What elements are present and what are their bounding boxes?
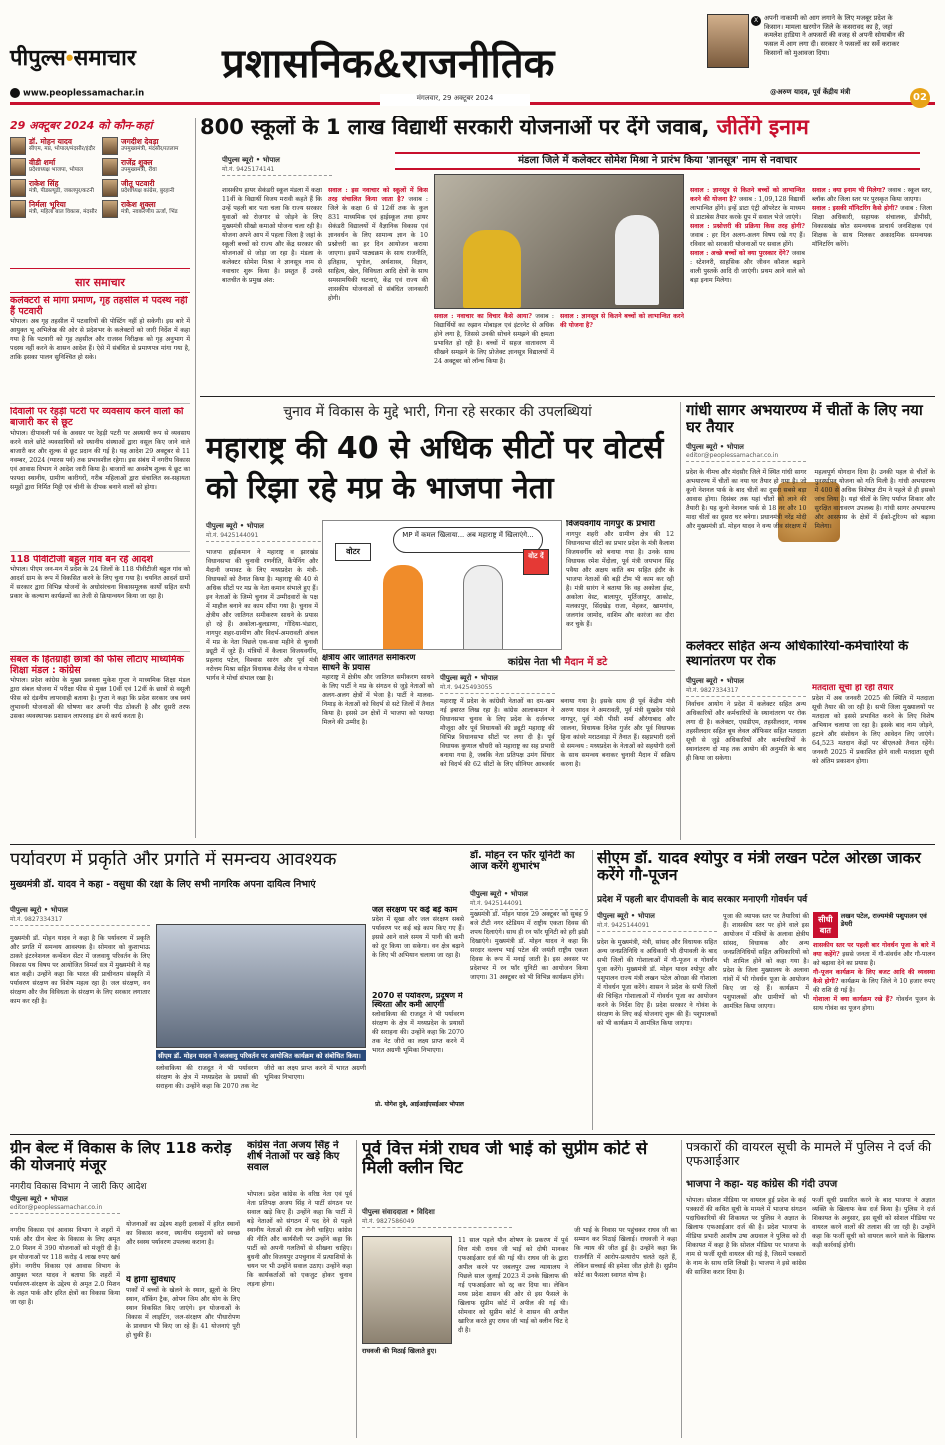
person-photo-icon: [102, 137, 118, 155]
lead-photo: [434, 174, 684, 309]
who-row: [10, 158, 190, 176]
person-photo-icon: [10, 158, 26, 176]
green-belt-body: नगरीय विकास एवं आवास विभाग ने शहरों में पार्क और ग्रीन बेल्ट के विकास के लिए अमृत 2.0 मिशन में 390 योजनाओं को मंजूरी दी है। इन योजनाओं पर 118 करोड़ 4 लाख रुपए खर्च होंगे। नगरीय विकास एवं आवास विभाग के आयुक्त भरत यादव ने बताया कि शहरों में पर्यावरण-संरक्षण के उद्देश्य से अमृत 2.0 मिशन के तहत पार्क और हरित क्षेत्रों का विकास किया जा रहा है।: [10, 1227, 120, 1306]
who-entry: [102, 158, 190, 176]
sub2-title: विजयवर्गीय नागपुर के प्रभारी: [566, 520, 655, 529]
congress-mobile: मो.नं. 9425493055: [440, 683, 555, 694]
sidebar-question: गौ-पूजन कार्यक्रम के लिए बजट आदि की व्यवस्था कैसे होगी?: [813, 969, 935, 985]
environment-body: मुख्यमंत्री डॉ. मोहन यादव ने कहा है कि पर्यावरण में प्रकृति और प्रगति में समन्वय आवश्यक है। सोमवार को कुशाभाऊ ठाकरे इंटरनेशनल कन्वेंशन सेंटर में जलवायु परिवर्तन के लिए विकास पथ विषय पर आयोजित विमर्श सत्र में मुख्यमंत्री ने यह बात कही। उन्होंने कहा कि भारत की प्राचीनतम संस्कृति में पर्यावरण संरक्षण का विशेष महत्व रहा है। जल संरक्षण, वन संरक्षण और जैव विविधता के संरक्षण के लिए सरकार लगातार काम कर रही है।: [10, 935, 150, 1005]
green-email: editor@peoplessamachar.co.in: [10, 1204, 120, 1214]
maharashtra-mobile: मो.नं. 9425144091: [206, 531, 331, 542]
person-role: प्रदेशाध्यक्ष कांग्रेस, बुरहानी: [121, 188, 175, 194]
ajay-divider: [356, 1140, 357, 1438]
maharashtra-story: [200, 402, 675, 842]
person-name: जगदीश देवड़ा: [121, 137, 159, 146]
collector-story: [686, 640, 935, 840]
environment-body-cont: [156, 1064, 366, 1126]
mid-col-divider: [680, 402, 681, 840]
fir-body2: फर्जी सूची प्रसारित करने के बाद भाजपा ने अज्ञात व्यक्ति के खिलाफ केस दर्ज किया है। पुलिस ने दर्ज शिकायत के अनुसार, इस सूची को सोशल मीडिया पर वायरल करने वालों की तलाश की जा रही है। उन्होंने कहा कि फर्जी सूची को वायरल करने वाले के खिलाफ कड़ी कार्रवाई होगी।: [812, 1197, 935, 1249]
env-mobile: मो.नं. 9827334317: [10, 915, 150, 926]
green-byline-block: [10, 1195, 120, 1214]
who-entry: [10, 158, 98, 176]
lead-headline: [200, 116, 935, 146]
unity-byline: पीपुल्स ब्यूरो • भोपाल: [470, 890, 528, 898]
globe-icon: [10, 88, 20, 98]
person-role: मंत्री, पीडब्ल्यूडी, जबलपुर/कटनी: [29, 188, 94, 194]
qa-answer: जवाब : हर दिन अलग-अलग विषय रखे गए हैं। रविवार को सरकारी योजनाओं पर सवाल होंगे।: [690, 232, 805, 248]
sidebar-person: लखन पटेल, राज्यमंत्री पशुपालन एवं डेयरी: [840, 912, 927, 928]
gandhi-byline-block: [686, 443, 806, 462]
sheopur-kicker: प्रदेश में पहली बार दीपावली के बाद सरकार मनाएगी गोवर्धन पर्व: [597, 895, 808, 905]
raghav-headline: पूर्व वित्त मंत्री राघव जी भाई को सुप्रीम कोर्ट से मिली क्लीन चिट: [362, 1140, 648, 1179]
collector-byline-block: [686, 677, 806, 697]
env-sub2-credit: प्रो. योगेश दुबे, आईआईएसईआर भोपाल: [375, 1100, 464, 1108]
lead-qa-col4: [812, 186, 932, 391]
person-role: उपमुख्यमंत्री, रीवा: [121, 167, 157, 173]
person-role: मंत्री, नवकरणीय ऊर्जा, भिंड: [121, 209, 178, 215]
site-url: [10, 88, 210, 99]
sidebar-header: [813, 912, 935, 938]
sheopur-body: प्रदेश के मुख्यमंत्री, मंत्री, सांसद और विधायक सहित अन्य जनप्रतिनिधि व अधिकारी भी दीपावली के बाद सभी जिलों की गोशालाओं में गौ-पूजन व गोवर्धन पूजा करेंगे। मुख्यमंत्री डॉ. मोहन यादव श्योपुर और पशुपालन राज्य मंत्री लखन पटेल ओरछा की गोशाला में गोवर्धन पूजा करेंगे। शासन ने प्रदेश के सभी जिलों की चिन्हित गोशालाओं में गोवर्धन पूजा का आयोजन करने के निर्देश दिए हैं। प्रदेश सरकार ने गोवंश के संरक्षण के लिए कई योजनाएं शुरू की हैं। पशुपालकों को भी कार्यक्रम में आमंत्रित किया जाएगा।: [597, 939, 717, 1027]
raghav-body: 11 साल पहले यौन शोषण के प्रकरण में पूर्व वित्त मंत्री राघव जी भाई को दोषी मानकर एफआईआर दर्ज की गई थी। राघव जी के द्वारा अपील करने पर जबलपुर उच्च न्यायालय ने पिछले साल जुलाई 2023 में उनके खिलाफ की गई एफआईआर को रद्द कर दिया था। लेकिन मध्य प्रदेश शासन की ओर से इस फैसले के खिलाफ सुप्रीम कोर्ट में अपील की गई थी। सोमवार को सुप्रीम कोर्ट ने शासन की अपील खारिज करते हुए राघव जी भाई को क्लीन चिट दे दी है।: [458, 1237, 568, 1334]
collector-body: निर्वाचन आयोग ने प्रदेश में कलेक्टर सहित अन्य अधिकारियों और कर्मचारियों के स्थानांतरण पर रोक लगा दी है। कलेक्टर, एसडीएम, तहसीलदार, नायब तहसीलदार सहित बूथ लेवल ऑफिसर सहित मतदाता सूची से जुड़े अधिकारियों और कर्मचारियों के स्थानांतरण दो माह तक आयोग की अनुमति के बाद ही किया जा सकेगा।: [686, 701, 806, 762]
ajay-singh-headline: कांग्रेस नेता अजय सिंह ने शीर्ष नेताओं पर खड़े किए सवाल: [247, 1140, 340, 1174]
cartoon-figure-left: [383, 565, 423, 650]
cartoon-figure-right: [463, 565, 503, 650]
qa-question: सवाल : ज्ञानसूत्र से कितने बच्चों को लाभान्वित करने की योजना है?: [690, 187, 805, 203]
sheopur-mobile: मो.नं. 9425144091: [597, 921, 717, 932]
who-row: [10, 200, 190, 218]
mid-page-rule: [10, 844, 935, 845]
fir-story: [686, 1140, 935, 1438]
env-photo-caption: सीएम डॉ. मोहन यादव ने जलवायु परिवर्तन पर आयोजित कार्यक्रम को संबोधित किया।: [156, 1050, 366, 1061]
green-belt-kicker: नगरीय विकास विभाग ने जारी किए आदेश: [10, 1182, 147, 1192]
person-name: राकेश सिंह: [29, 179, 59, 188]
green-belt-headline: ग्रीन बेल्ट में विकास के लिए 118 करोड़ की योजनाएं मंजूर: [10, 1140, 232, 1174]
ajay-singh-story: [247, 1140, 352, 1438]
qa-answer: जवाब : स्कूल स्तर, ब्लॉक और जिला स्तर पर पुरस्कृत किया जाएगा।: [812, 187, 932, 203]
person-photo-icon: [10, 200, 26, 218]
lead-qa-col3: [690, 186, 805, 391]
person-role: उपमुख्यमंत्री, मंदसौर/रतलाम: [121, 146, 179, 152]
lead-byline: पीपुल्स ब्यूरो • भोपाल: [222, 156, 280, 164]
congress-byline-block: [440, 674, 555, 694]
ajay-singh-body: भोपाल। प्रदेश कांग्रेस के वरिष्ठ नेता एवं पूर्व नेता प्रतिपक्ष अजय सिंह ने पार्टी संगठन पर सवाल खड़े किए हैं। उन्होंने कहा कि पार्टी में बड़े नेताओं को संगठन में पद देने से पहले स्थानीय नेताओं की राय लेनी चाहिए। कांग्रेस की नीति और कार्यशैली पर उन्होंने कहा कि पार्टी को अपनी गलतियों से सीखना चाहिए। बुधनी और विजयपुर उपचुनाव में प्रत्याशियों के चयन पर भी उन्होंने सवाल उठाए। उन्होंने कहा कि कार्यकर्ताओं को एकजुट होकर चुनाव लड़ना होगा।: [247, 1191, 352, 1288]
cartoon: [322, 520, 562, 650]
saar-item-1: [10, 296, 190, 399]
qa-answer: जवाब : 1,09,128 विद्यार्थी लाभान्वित होंगे। इन्हें डाटा एंट्री ऑपरेटर के माध्यम से डाटाबेस तैयार करके ग्रुप में सवाल भेजे जाएंगे।: [690, 196, 805, 221]
lead-subhead-bar: [395, 152, 920, 170]
congress-kicker-em: मैदान में डटे: [564, 657, 608, 668]
lead-story: [200, 116, 935, 394]
lead-photo-caption: [434, 312, 554, 387]
facilities-body: पार्कों में बच्चों के खेलने के स्थान, झूलों के लिए स्थान, वॉकिंग ट्रैक, ओपन जिम और योग के लिए स्थान विकसित किए जाएंगे। इन योजनाओं के विकास में लाइटिंग, जल-संरक्षण और पौधारोपण के प्रावधान भी किए जा रहे हैं। 41 योजनाएं पूरी हो चुकी हैं।: [126, 1286, 240, 1339]
raghav-story: [362, 1140, 677, 1438]
sub1-title: क्षेत्रीय और जातिगत समीकरण साधने के प्रयास: [322, 654, 416, 673]
quote-author: @अरुण यादव, पूर्व केंद्रीय मंत्री: [770, 88, 851, 96]
gandhi-email: editor@peoplessamachar.co.in: [686, 452, 806, 462]
congress-body: महाराष्ट्र में प्रदेश के कांग्रेसी नेताओं का दम-खम नई इबारत लिख रहा है। कांग्रेस आलाकमान ने विधानसभा चुनाव के लिए प्रदेश के दर्जनभर मौजूदा और पूर्व विधायकों की ड्यूटी महाराष्ट्र की विभिन्न विधानसभा सीटों पर लगा दी है। पूर्व विधायक कुणाल चौधरी को महाराष्ट्र का सह प्रभारी बनाया गया है, जबकि नेता प्रतिपक्ष उमंग सिंघार को विदर्भ की 62 सीटों के लिए सीनियर आब्जर्वर बनाया गया है। इसके साथ ही पूर्व केंद्रीय मंत्री अरुण यादव ने अमरावती, पूर्व मंत्री सुखदेव पांसे नागपुर, पूर्व मंत्री पीसी शर्मा औरंगाबाद और जालना, विधायक दिनेश गुर्जर और पूर्व विधायक हिना कांवरे मराठवाड़ा में तैनात हैं। सहप्रभारी दलों से समन्वय : मध्यप्रदेश के नेताओं को सहयोगी दलों के साथ समन्वय बनाकर चुनावी मैदान में सक्रिय करना है।: [440, 698, 675, 768]
who-row: [10, 179, 190, 197]
raghav-body2: जी भाई के निवास पर पहुंचकर राघव जी का सम्मान कर मिठाई खिलाई। राघवजी ने कहा कि न्याय की जीत हुई है। उन्होंने कहा कि राजनीति में आरोप-प्रत्यारोप चलते रहते हैं, लेकिन सच्चाई की हमेशा जीत होती है। सुप्रीम कोर्ट का फैसला स्वागत योग्य है।: [574, 1227, 677, 1279]
congress-block: [440, 654, 675, 840]
collector-sub-title: मतदाता सूची हो रही तैयार: [812, 684, 894, 693]
sheopur-story: [597, 850, 935, 1130]
who-row: [10, 137, 190, 155]
collector-sub: [812, 684, 934, 830]
person-name: डॉ. मोहन यादव: [29, 137, 73, 146]
environment-story: [10, 850, 465, 1130]
green-belt-col2: [126, 1220, 240, 1426]
sidebar-question: शासकीय स्तर पर पहली बार गोवर्धन पूजा के बारे में क्या कहेंगे?: [813, 942, 935, 958]
maharashtra-kicker: चुनाव में विकास के मुद्दे भारी, गिना रहे सरकार की उपलब्धियां: [283, 404, 592, 420]
saar-headline: संबल के हितग्राही छात्रों की फीस लौटाए माध्यमिक शिक्षा मंडल : कांग्रेस: [10, 655, 184, 676]
who-entry: [102, 137, 190, 155]
sheopur-byline: पीपुल्स ब्यूरो • भोपाल: [597, 912, 655, 920]
congress-kicker: [440, 654, 675, 671]
qa-question: सवाल : ज्ञानसूत्र से कितने बच्चों को लाभान्वित करने की योजना है?: [560, 313, 684, 329]
who-entry: [102, 200, 190, 218]
page-number: 02: [910, 88, 930, 108]
lead-mobile: मो.नं. 9425174141: [222, 165, 332, 176]
maharashtra-sub2: [566, 520, 674, 654]
person-name: निर्मला भूरिया: [29, 200, 66, 209]
maharashtra-headline: महाराष्ट्र की 40 से अधिक सीटों पर वोटर्स को रिझा रहे मप्र के भाजपा नेता: [206, 431, 664, 506]
green-byline: पीपुल्स ब्यूरो • भोपाल: [10, 1195, 68, 1203]
collector-sub-body: प्रदेश में अब जनवरी 2025 की स्थिति में मतदाता सूची तैयार की जा रही है। सभी जिला मुख्यालयों पर मतदाता को इससे प्रभावित करने के लिए विशेष अभियान चलाया जा रहा है। इसके बाद नाम जोड़ने, हटाने और संशोधन के लिए आवेदन लिए जाएंगे। 64,523 मतदान केंद्रों पर बीएलओ तैनात रहेंगे। जनवरी 2025 में प्रकाशित होने वाली मतदाता सूची को अंतिम प्रकाशन होगा।: [812, 694, 934, 765]
env-sub1-title: जल संरक्षण पर कई बड़े काम: [372, 906, 458, 914]
x-icon: X: [751, 16, 761, 26]
env-sub2-body: स्लोवाकिया की राजदूत ने भी पर्यावरण संरक्षण के क्षेत्र में मध्यप्रदेश के प्रयासों की सराहना की। उन्होंने कहा कि 2070 तक नेट जीरो का लक्ष्य प्राप्त करने में भारत अग्रणी भूमिका निभाएगा।: [372, 1010, 464, 1054]
sidebar-answer: कार्यक्रम के लिए जिले ने 10 हजार रुपए की राशि दी गई है।: [813, 978, 935, 994]
unity-headline: डॉ. मोहन रन फॉर यूनिटी का आज करेंगे शुभारंभ: [470, 850, 575, 873]
env-byline-block: [10, 906, 150, 926]
qa-question: सवाल : प्रश्नोत्तरी की प्रक्रिया किस तरह होगी?: [690, 223, 805, 230]
cartoon-board-left: वोटर: [335, 543, 371, 561]
maharashtra-byline-block: [206, 522, 331, 542]
env-sub1-body: प्रदेश में सूखा और जल संरक्षण सबसे पर्यावरण पर कई बड़े काम किए गए हैं। इससे आने वाले समय में पानी की कमी को दूर किया जा सकेगा। वन क्षेत्र बढ़ाने के लिए भी अभियान चलाया जा रहा है।: [372, 915, 464, 959]
saar-headline: 118 पीवीटीजी बहुल गांव बन रहे आदर्श: [10, 554, 153, 565]
raghav-photo: [362, 1236, 452, 1344]
qa-question: सवाल : नवाचार का विचार कैसे आया?: [434, 313, 532, 320]
sidebar-answer: गोवर्धन पूजन के साथ गोवंश का पूजन होगा।: [813, 996, 935, 1012]
person-name: राजेंद्र शुक्ल: [121, 158, 153, 167]
gandhi-sagar-body: प्रदेश के नीमच और मंदसौर जिले में स्थित गांधी सागर अभयारण्य में चीतों का नया घर तैयार हो गया है। जो कूनो नेशनल पार्क के बाद चीतों का दूसरा सबसे बड़ा आवास होगा। दिसंबर तक यहां चीतों को लाने की तैयारी है। यह कूनो नेशनल पार्क से 18 नर और 10 मादा चीतों का दूसरा घर बनेगा। प्रधानमंत्री नरेंद्र मोदी और मुख्यमंत्री डॉ. मोहन यादव ने वन्य जीव संरक्षण में महत्वपूर्ण योगदान दिया है। उनकी पहल से चीतों के पुनर्स्थापन योजना को गति मिली है। गांधी अभयारण्य में 400 से अधिक विशेषज्ञ टीम ने पहले से ही इसको जांच लिया है। यहां चीतों के लिए पर्याप्त शिकार और सुरक्षित वातावरण उपलब्ध है। गांधी सागर अभयारण्य और आसपास के क्षेत्रों में ईको-टूरिज्म को बढ़ावा मिलेगा।: [686, 469, 935, 530]
cartoon-bubble: MP में कमल खिलाया... अब महाराष्ट्र में खिलाएंगे...: [393, 527, 543, 553]
quote-text: अपनी नाकामी को आग लगाने के लिए मजबूर प्रदेश के किसान। मामला खरगोन जिले के कसरावद का है, जहां कमलेश हाडिया ने अफसरों की वजह से अपनी सोयाबीन की फसल में आग लगा दी। सरकार ने फसलों का सर्वे कराकर किसानों को मुआवजा दिया।: [764, 14, 905, 57]
unity-divider: [592, 850, 593, 1130]
person-role: मंत्री, महिला बाल विकास, मंदसौर: [29, 209, 97, 215]
gandhi-sagar-headline: गांधी सागर अभयारण्य में चीतों के लिए नया घर तैयार: [686, 402, 923, 436]
maharashtra-sub1: [322, 654, 434, 833]
gandhi-sagar-story: [686, 402, 935, 634]
saar-body: भोपाल। पीएम जन-मन में प्रदेश के 24 जिलों के 118 पीवीटीजी बहुल गांव को आदर्श ग्राम के रूप में विकसित करने के लिए चुना गया है। चयनित आदर्श ग्रामों में सरकार द्वारा विभिन्न योजनों के अधोसंरचना विकासमूलक कार्यों सहित सभी प्रकार के कल्याण कार्यक्रमों का तेजी से क्रियान्वयन किया जा रहा है।: [10, 566, 190, 601]
person-photo-icon: [102, 200, 118, 218]
env-sub1: [372, 906, 464, 985]
unity-mobile: मो.नं. 9425144091: [470, 899, 588, 910]
collector-byline: पीपुल्स ब्यूरो • भोपाल: [686, 677, 744, 685]
person-role: प्रदेशाध्यक्ष भाजपा, भोपाल: [29, 167, 84, 173]
lower-page-rule: [10, 1134, 935, 1135]
qa-question: सवाल : अच्छे बच्चों को क्या पुरस्कार देंगे?: [690, 250, 790, 257]
sidebar-question: गोशाला में क्या कार्यक्रम रखे हैं?: [813, 996, 893, 1003]
masthead: [10, 8, 935, 112]
environment-photo: [156, 924, 366, 1048]
lead-headline-em: जीतेंगे इनाम: [716, 116, 809, 139]
qa-answer: जवाब : स्टेशनरी, साहसिक और जीवन कौशल बढ़ाने वाली पुस्तकें आदि दी जाएंगी। प्रथम आने वाले को बड़ा इनाम मिलेगा।: [690, 250, 805, 284]
raghav-divider: [681, 1140, 682, 1438]
fir-kicker: भाजपा ने कहा- यह कांग्रेस की गंदी उपज: [686, 1179, 838, 1190]
lead-headline-text: 800 स्कूलों के 1 लाख विद्यार्थी सरकारी योजनाओं पर देंगे जवाब,: [200, 116, 710, 139]
saar-item-4: [10, 651, 190, 786]
green-belt-story: [10, 1140, 240, 1438]
fir-headline: पत्रकारों की वायरल सूची के मामले में पुलिस ने दर्ज की एफआईआर: [686, 1140, 932, 1168]
qa-answer: जवाब : जिला शिक्षा अधिकारी, सहायक संचालक, डीपीसी, विकासखंड स्रोत समन्वयक प्राचार्य जनशिक्षक एवं शिक्षक के साथ मिलकर अकादमिक समन्वयक मॉनिटरिंग करेंगे।: [812, 205, 932, 248]
green-belt-body2: योजनाओं का उद्देश्य शहरी इलाकों में हरित स्थानों का विकास करना, स्थानीय समुदायों को स्वच्छ और स्वस्थ पर्यावरण उपलब्ध कराना है।: [126, 1221, 240, 1246]
lead-qa-1: [328, 186, 428, 386]
sidebar-answer: इससे जनता में गौ-संवर्धन और गौ-पालन को बढ़ावा देने का प्रयास है।: [813, 951, 935, 967]
qa-answer: जवाब : जिले के कक्षा 6 से 12वीं तक के कुल 831 माध्यमिक एवं हाईस्कूल तथा हायर सेकंडरी विद्यालयों में वैज्ञानिक विकास एवं ज्ञानवर्धन के लिए सामान्य ज्ञान के 10 प्रश्नोत्तरी का हर दिन आयोजन कराया जाएगा। इसमें पाठ्यक्रम के साथ राजनीति, इतिहास, भूगोल, अर्थशास्त्र, विज्ञान, साहित्य, खेल, विविधता आदि क्षेत्रों के साथ समसामयिकी घटनाएं, केंद्र एवं राज्य की शासकीय योजनाओं से संबंधित जानकारी होगी।: [328, 196, 428, 302]
logo-part1: पीपुल्स: [10, 45, 66, 70]
gandhi-byline: पीपुल्स ब्यूरो • भोपाल: [686, 443, 744, 451]
sub1-body: महाराष्ट्र में क्षेत्रीय और जातिगत समीकरण साधने के लिए पार्टी ने मप्र के संगठन से जुड़े नेताओं को अलग-अलग क्षेत्रों में भेजा है। पार्टी ने मालवा-निमाड़ के नेताओं को विदर्भ से सटे जिलों में तैनात किया है। इससे उन क्षेत्रों में भाजपा को फायदा मिलने की उम्मीद है।: [322, 674, 434, 727]
env-sub2-title: 2070 से पर्यावरण, प्रदूषण में स्थिरता और कमी आएगी: [372, 992, 463, 1009]
person-photo-icon: [102, 179, 118, 197]
environment-kicker: मुख्यमंत्री डॉ. यादव ने कहा - वसुधा की रक्षा के लिए सभी नागरिक अपना दायित्व निभाएं: [10, 879, 316, 890]
collector-mobile: मो.नं. 9827334317: [686, 686, 806, 697]
maharashtra-body: भाजपा हाईकमान ने महाराष्ट्र व झारखंड विधानसभा की चुनावी रणनीति, कैंपेनिंग और मैदानी जमावट के लिए मध्यप्रदेश के मंत्री-विधायकों को तैनात किया है। महाराष्ट्र की 40 से अधिक सीटों पर मप्र के नेता कमान संभाले हुए हैं। इन नेताओं के जिम्मे चुनाव में उम्मीदवारों के पक्ष में माहौल बनाने का काम सौंपा गया है। चुनाव में क्षेत्रीय और जातिगत समीकरण साधने के प्रयास हो रहे हैं। अकोला-बुलडाणा, गोंदिया-भंडारा, नागपुर शहर-ग्रामीण और विदर्भ-अमरावती अंचल में मप्र के नेता पिछले एक-सवा महीने से चुनावी ड्यूटी में जुटे हैं। मंत्रियों में कैलाश विजयवर्गीय, प्रहलाद पटेल, विश्वास सारंग और पूर्व मंत्री नरोत्तम मिश्रा सहित विधायक शैलेंद्र जैन व गोपाल भार्गव ने मोर्चा संभाल रखा है।: [206, 549, 318, 682]
saar-item-3: [10, 551, 190, 648]
person-photo-icon: [10, 179, 26, 197]
saar-headline: कलेक्टरों से मांगा प्रमाण, गृह तहसील में पदस्थ नहीं हैं पटवारी: [10, 296, 188, 317]
sheopur-body2: पूजा की व्यापक स्तर पर तैयारियां की हैं। शासकीय स्तर पर होने वाले इस आयोजन में मंत्रियों के अलावा क्षेत्रीय सांसद, विधायक और अन्य जनप्रतिनिधियों सहित अधिकारियों को भी शामिल होने को कहा गया है। प्रदेश के जिला मुख्यालय के अलावा गांवों में भी गोवर्धन पूजा के आयोजन किए जा रहे हैं। कार्यक्रम में पशुपालकों और ग्रामीणों को भी आमंत्रित किया जाएगा।: [723, 913, 809, 1010]
lead-subhead: मंडला जिले में कलेक्टर सोमेश मिश्रा ने प्रारंभ किया 'ज्ञानसूत्र' नाम से नवाचार: [518, 155, 797, 166]
sheopur-sidebar: [813, 912, 935, 1126]
saar-headline: दिवाली पर रेहड़ी पटरी पर व्यवसाय करने वालों को बाजारी कर से छूट: [10, 407, 184, 428]
saar-body: भोपाल। अब गृह तहसील में पटवारियों की पोस्टिंग नहीं हो सकेगी। इस बारे में आयुक्त भू अभिलेख की ओर से प्रदेशभर के कलेक्टरों को जारी निर्देश में कहा गया है कि पटवारी को गृह तहसील और राजस्व निरीक्षक को गृह अनुभाग में पदस्थ नहीं करने के शासन आदेश हैं। ऐसे में संबंधित से प्रमाणपत्र मांगा गया है, ताकि इसका पालन सुनिश्चित हो सके।: [10, 318, 190, 362]
env-byline: पीपुल्स ब्यूरो • भोपाल: [10, 906, 68, 914]
facilities-title: ये होंगी सुविधाएं: [126, 1276, 176, 1285]
who-entry: [102, 179, 190, 197]
congress-byline: पीपुल्स ब्यूरो • भोपाल: [440, 674, 498, 682]
raghav-photo-caption: राघवजी की मिठाई खिलाते हुए।: [362, 1347, 437, 1355]
sidebar-label: सीधी बात: [813, 912, 838, 938]
logo: [10, 42, 210, 72]
who-entry: [10, 179, 98, 197]
unity-run-story: [470, 850, 588, 1130]
cartoon-board-right: वोट दें: [523, 549, 549, 575]
photo-girl-figure: [615, 215, 659, 305]
qa-question: सवाल : क्या इनाम भी मिलेगा?: [812, 187, 886, 194]
raghav-mobile: मो.नं. 9827586049: [362, 1217, 512, 1228]
photo-woman-figure: [463, 230, 521, 308]
qa-question: सवाल : इस नवाचार को स्कूलों में किस तरह संचालित किया जाता है?: [328, 187, 428, 203]
env-sub2: [372, 992, 464, 1108]
fir-body: भोपाल। सोशल मीडिया पर वायरल हुई प्रदेश के कई पत्रकारों की कथित सूची के मामले में भाजपा संगठन पदाधिकारियों की शिकायत पर पुलिस ने अज्ञात के खिलाफ एफआईआर दर्ज की है। प्रदेश भाजपा के मीडिया प्रभारी आशीष उषा अग्रवाल ने पुलिस को दी शिकायत में कहा है कि सोशल मीडिया पर भाजपा के नाम से फर्जी सूची वायरल की गई है, जिसमें पत्रकारों के नाम के साथ राशि लिखी है। भाजपा ने इसे कांग्रेस की साजिश करार दिया है।: [686, 1197, 806, 1276]
person-photo-icon: [10, 137, 26, 155]
environment-headline: पर्यावरण में प्रकृति और प्रगति में समन्वय आवश्यक: [10, 850, 337, 870]
qa-question: सवाल : इसकी मॉनिटरिंग कैसे होगी?: [812, 205, 898, 212]
person-name: राकेश शुक्ला: [121, 200, 156, 209]
lead-bottom-rule: [200, 396, 935, 397]
who-where-title: 29 अक्टूबर 2024 को कौन-कहां: [10, 119, 153, 132]
collector-headline: कलेक्टर सहित अन्य अधिकारियों-कर्मचारियों के स्थानांतरण पर रोक: [686, 640, 909, 669]
who-entry: [10, 200, 98, 218]
who-where-box: [10, 118, 190, 264]
saar-title: [10, 268, 190, 293]
saar-body: भोपाल। दीपावली पर्व के अवसर पर रेहड़ी पटरी पर अस्थायी रूप से व्यवसाय करने वाले छोटे व्यवसायियों को स्थानीय संस्थाओं द्वारा वसूल किए जाने वाले बाजारी कर और शुल्क से छूट प्रदान की गई है। यह आदेश 29 अक्टूबर से 11 नवम्बर, 2024 (ग्यारस पर्व) तक प्रभावशील रहेगा। इस संबंध में नगरीय विकास एवं आवास विभाग ने आदेश जारी किया है। बाजारों का अवशेष शुल्क ये छूट का फायदा स्थानीय, ग्रामीण कारीगरों, गरीब महिलाओं द्वारा संचालित स्व-सहायता समूहों द्वारा निर्मित मिट्टी एवं चीनी के दीपक बनाने वालों को होगा।: [10, 429, 190, 491]
who-entry: [10, 137, 98, 155]
logo-dot-icon: •: [65, 45, 74, 70]
saar-item-2: [10, 403, 190, 546]
url-text: www.peoplessamachar.in: [23, 88, 145, 99]
left-col-divider: [195, 118, 196, 838]
maharashtra-byline: पीपुल्स ब्यूरो • भोपाल: [206, 522, 264, 530]
lead-body: शासकीय हायर सेकंडरी स्कूल मंडला में कक्षा 11वीं के विद्यार्थी विजय मरावी कहते हैं कि उन्हें पहली बार पता चला कि राज्य सरकार युवाओं को रोजगार से जोड़ने के लिए मुख्यमंत्री सीखो कमाओ योजना चला रही है। योजना अपने आप में पहला जिला है जहां के स्कूली बच्चों को राज्य और केंद्र सरकार की योजनाओं से जोड़ा जा रहा है। मंडला के कलेक्टर सोमेश मिश्रा ने ज्ञानसूत्र नाम से नवाचार शुरू किया है। प्रस्तुत हैं उनसे बातचीत के प्रमुख अंश:: [222, 187, 322, 284]
sheopur-byline-block: [597, 912, 717, 932]
sidebar-qa: [813, 941, 935, 1121]
lead-qa-2: [560, 312, 684, 387]
unity-body: मुख्यमंत्री डॉ. मोहन यादव 29 अक्टूबर को सुबह 9 बजे टीटी नगर स्टेडियम में राष्ट्रीय एकता दिवस की शपथ दिलाएंगे। साथ ही रन फॉर यूनिटी को हरी झंडी दिखाएंगे। मुख्यमंत्री डॉ. मोहन यादव ने कहा कि सरदार वल्लभ भाई पटेल की जयंती राष्ट्रीय एकता दिवस के रूप में मनाई जाती है। इस अवसर पर प्रदेशभर में रन फॉर यूनिटी का आयोजन किया जाएगा। 31 अक्टूबर को भी विभिन्न कार्यक्रम होंगे।: [470, 911, 588, 981]
sheopur-headline: सीएम डॉ. यादव श्योपुर व मंत्री लखन पटेल ओरछा जाकर करेंगे गौ-पूजन: [597, 850, 921, 885]
person-photo-icon: [102, 158, 118, 176]
raghav-byline-block: [362, 1208, 512, 1228]
congress-kicker-text: कांग्रेस नेता भी: [507, 657, 561, 668]
saar-samachar: [10, 268, 190, 836]
who-grid: [10, 137, 190, 218]
person-name: जीतू पटवारी: [121, 179, 155, 188]
person-name: वीडी शर्मा: [29, 158, 56, 167]
person-role: सीएम, मप्र, भोपाल/मंदसौर/इंदौर: [29, 146, 96, 152]
logo-part2: समाचार: [73, 45, 136, 70]
section-title: प्रशासनिक&राजनीतिक: [222, 42, 555, 86]
env-body-cont-text: स्लोवाकिया की राजदूत ने भी पर्यावरण संरक्षण के क्षेत्र में मध्यप्रदेश के प्रयासों की सराहना की। उन्होंने कहा कि 2070 तक नेट जीरो का लक्ष्य प्राप्त करने में भारत अग्रणी भूमिका निभाएगा।: [156, 1065, 366, 1090]
saar-body: भोपाल। प्रदेश कांग्रेस के मुख्य प्रवक्ता मुकेश गुप्ता ने माध्यमिक शिक्षा मंडल द्वारा संबल योजना में परीक्षा फीस से मुक्त 10वीं एवं 12वीं के छात्रों से वसूली फीस को दंडनीय लापरवाही बताया है। गुप्ता ने कहा कि प्रदेश सरकार जब स्वयं लुभावनी योजनाओं की घोषणा कर अपनी पीठ ठोकती है और दूसरी तरफ उसका व्यवस्थापक प्रशासन लापरवाह ढंग से कार्य करता है।: [10, 677, 190, 721]
qa-answer: जवाब : विद्यार्थियों का रुझान मोबाइल एवं इंटरनेट से अधिक होने लगा है, जिससे उनकी सोचने समझने की क्षमता प्रभावित हो रही है। बच्चों में सहज वातावरण में सीखने समझने के लिए प्रोजेक्ट ज्ञानसूत्र विद्यालयों में 24 अक्टूबर को लॉन्च किया है।: [434, 313, 554, 365]
saar-title-text: सार समाचार: [75, 276, 125, 289]
sub2-body: नागपुर शहरी और ग्रामीण क्षेत्र की 12 विधानसभा सीटों का प्रभार प्रदेश के मंत्री कैलाश विजयवर्गीय को बनाया गया है। उनके साथ विधायक रमेश मेंदोला, पूर्व मंत्री जयभान सिंह पवैया और अक्षय कांति बम सहित इंदौर के भाजपा नेताओं की बड़ी टीम भी काम कर रही है। मंत्री सारंग ने बताया कि वह अकोला ईस्ट, अकोला वेस्ट, बालापुर, मूर्तिजापुर, आकोट, मलकापुर, सिंदखेड़ राजा, मेहकर, खामगांव, जलगांव जामोद, वाशिम और कारंजा का दौरा कर चुके हैं।: [566, 530, 674, 628]
raghav-byline: पीपुल्स संवाददाता • विदिशा: [362, 1208, 435, 1216]
date-box: मंगलवार, 29 अक्टूबर 2024: [380, 94, 530, 106]
lead-byline-block: [222, 156, 332, 176]
quote-avatar: [707, 14, 749, 68]
